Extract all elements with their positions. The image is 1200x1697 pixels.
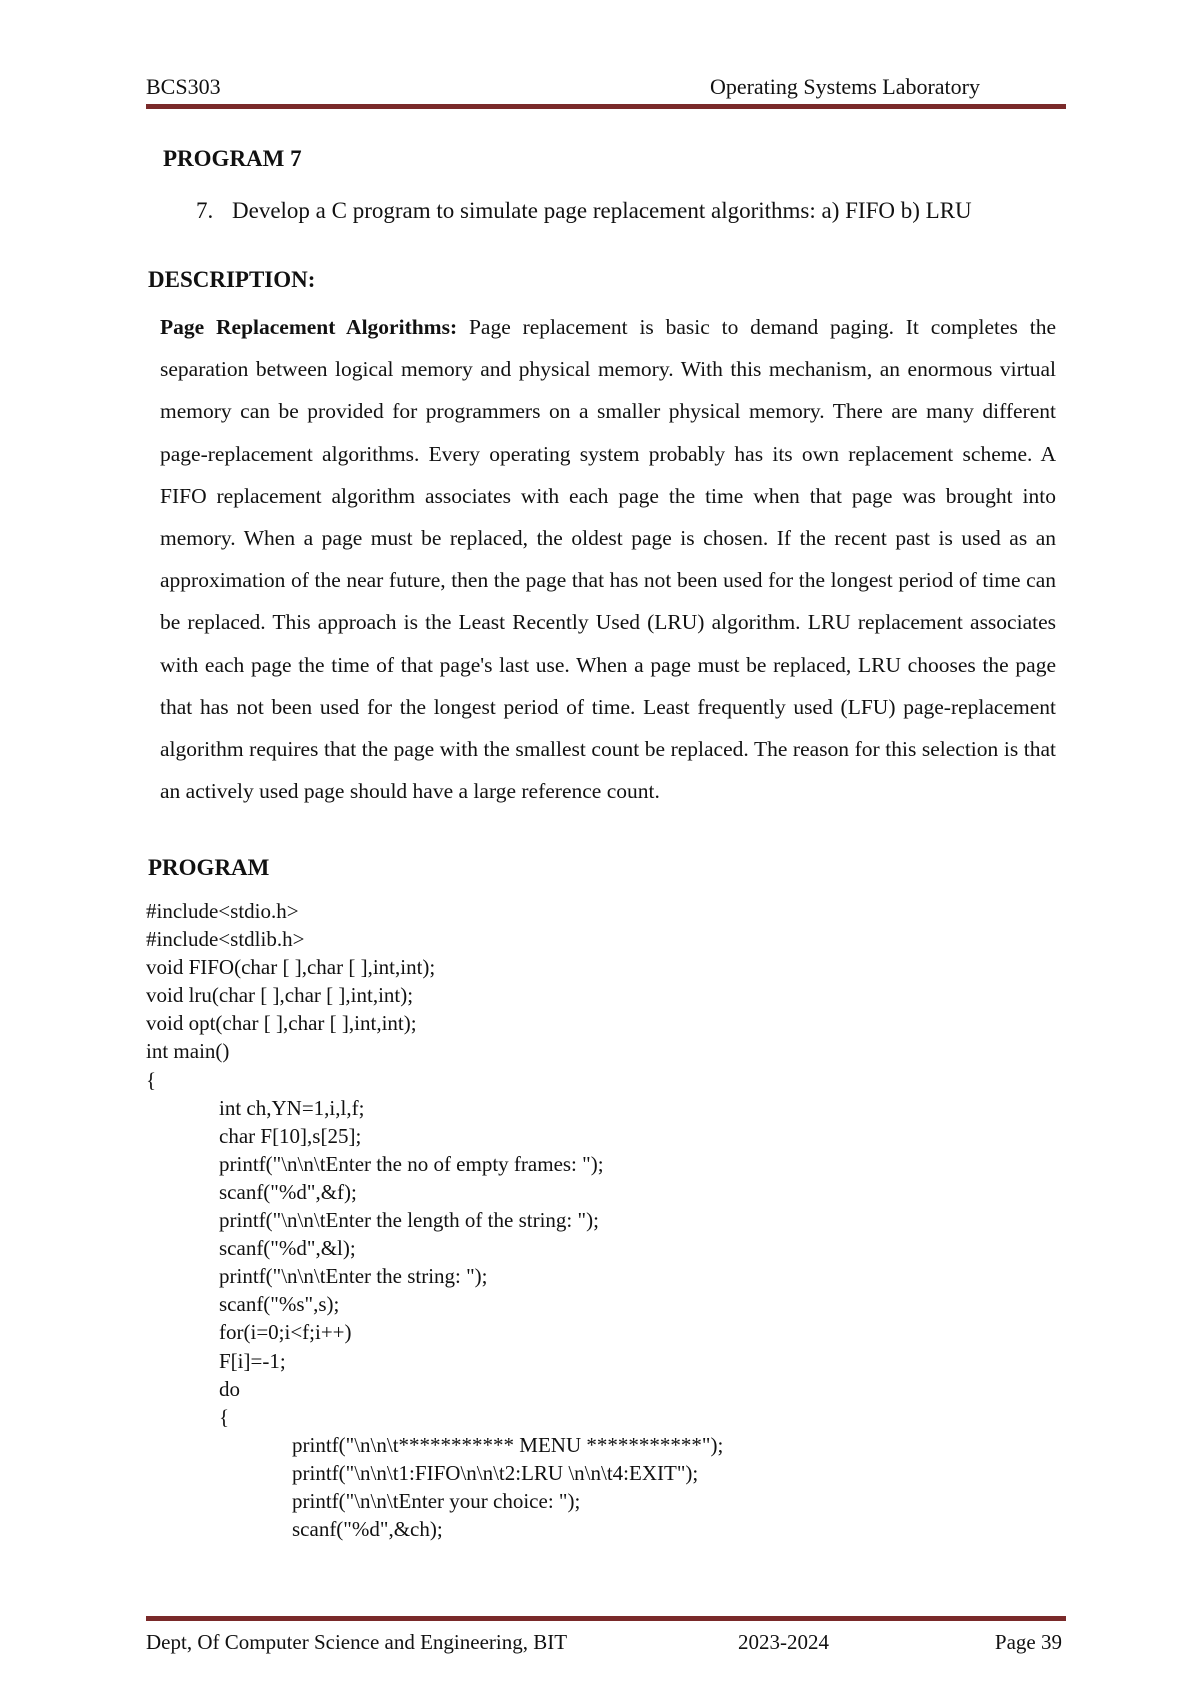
footer-page-number: Page 39 <box>994 1630 1062 1654</box>
code-line: void opt(char [ ],char [ ],int,int); <box>146 1011 417 1036</box>
code-line: void lru(char [ ],char [ ],int,int); <box>146 983 414 1008</box>
code-line: printf("\n\n\t*********** MENU ***********"); <box>292 1432 724 1457</box>
code-line: scanf("%d",&f); <box>219 1179 357 1204</box>
code-line: #include<stdlib.h> <box>146 927 305 952</box>
code-line: for(i=0;i<f;i++) <box>219 1320 352 1345</box>
footer-divider <box>146 1616 1066 1621</box>
task-number: 7. <box>196 198 214 223</box>
footer-year: 2023-2024 <box>738 1630 829 1654</box>
program-heading: PROGRAM <box>148 855 270 880</box>
code-line: printf("\n\n\tEnter the length of the string: "); <box>219 1208 599 1233</box>
code-line: printf("\n\n\tEnter your choice: "); <box>292 1488 581 1513</box>
code-line: char F[10],s[25]; <box>219 1123 362 1148</box>
task-text: Develop a C program to simulate page replacement algorithms: a) FIFO b) LRU <box>232 198 972 223</box>
header-course-code: BCS303 <box>146 74 221 99</box>
header-course-title: Operating Systems Laboratory <box>709 74 980 99</box>
header-divider <box>146 104 1066 109</box>
code-line: int main() <box>146 1039 230 1064</box>
code-line: printf("\n\n\tEnter the no of empty frames: "); <box>219 1151 604 1176</box>
footer-department: Dept, Of Computer Science and Engineering, BIT <box>146 1630 568 1654</box>
code-line: void FIFO(char [ ],char [ ],int,int); <box>146 955 436 980</box>
code-line: #include<stdio.h> <box>146 899 299 923</box>
code-line: scanf("%d",&l); <box>219 1236 356 1261</box>
code-line: do <box>219 1376 240 1401</box>
code-line: { <box>219 1404 230 1429</box>
code-line: scanf("%d",&ch); <box>292 1517 443 1542</box>
code-block <box>146 897 723 1543</box>
code-line: printf("\n\n\tEnter the string: "); <box>219 1264 488 1289</box>
description-heading: DESCRIPTION: <box>148 267 316 292</box>
task-statement <box>196 198 972 224</box>
code-line: F[i]=-1; <box>219 1348 286 1373</box>
description-body: Page replacement is basic to demand paging. It completes the separation between logical memory and physical memory. With this mechanism, an enormous virtual memory can be provided for programmers on a smaller physical memory. There are many different page-replacement algorithms. Every operating system probably has its own replacement scheme. A FIFO replacement algorithm associates with each page the time when that page was brought into memory. When a page must be replaced, the oldest page is chosen. If the recent past is used as an approximation of the near future, then the page that has not been used for the longest period of time can be replaced. This approach is the Least Recently Used (LRU) algorithm. LRU replacement associates with each page the time of that page's last use. When a page must be replaced, LRU chooses the page that has not been used for the longest period of time. Least frequently used (LFU) page-replacement algorithm requires that the page with the smallest count be replaced. The reason for this selection is that an actively used page should have a large reference count. <box>160 315 1056 804</box>
code-line: int ch,YN=1,i,l,f; <box>219 1095 365 1120</box>
code-line: { <box>146 1067 157 1092</box>
description-paragraph <box>160 306 1056 812</box>
description-lead: Page Replacement Algorithms: <box>160 315 458 339</box>
program-title: PROGRAM 7 <box>163 146 302 171</box>
code-line: scanf("%s",s); <box>219 1292 340 1317</box>
code-line: printf("\n\n\t1:FIFO\n\n\t2:LRU \n\n\t4:EXIT"); <box>292 1460 699 1485</box>
